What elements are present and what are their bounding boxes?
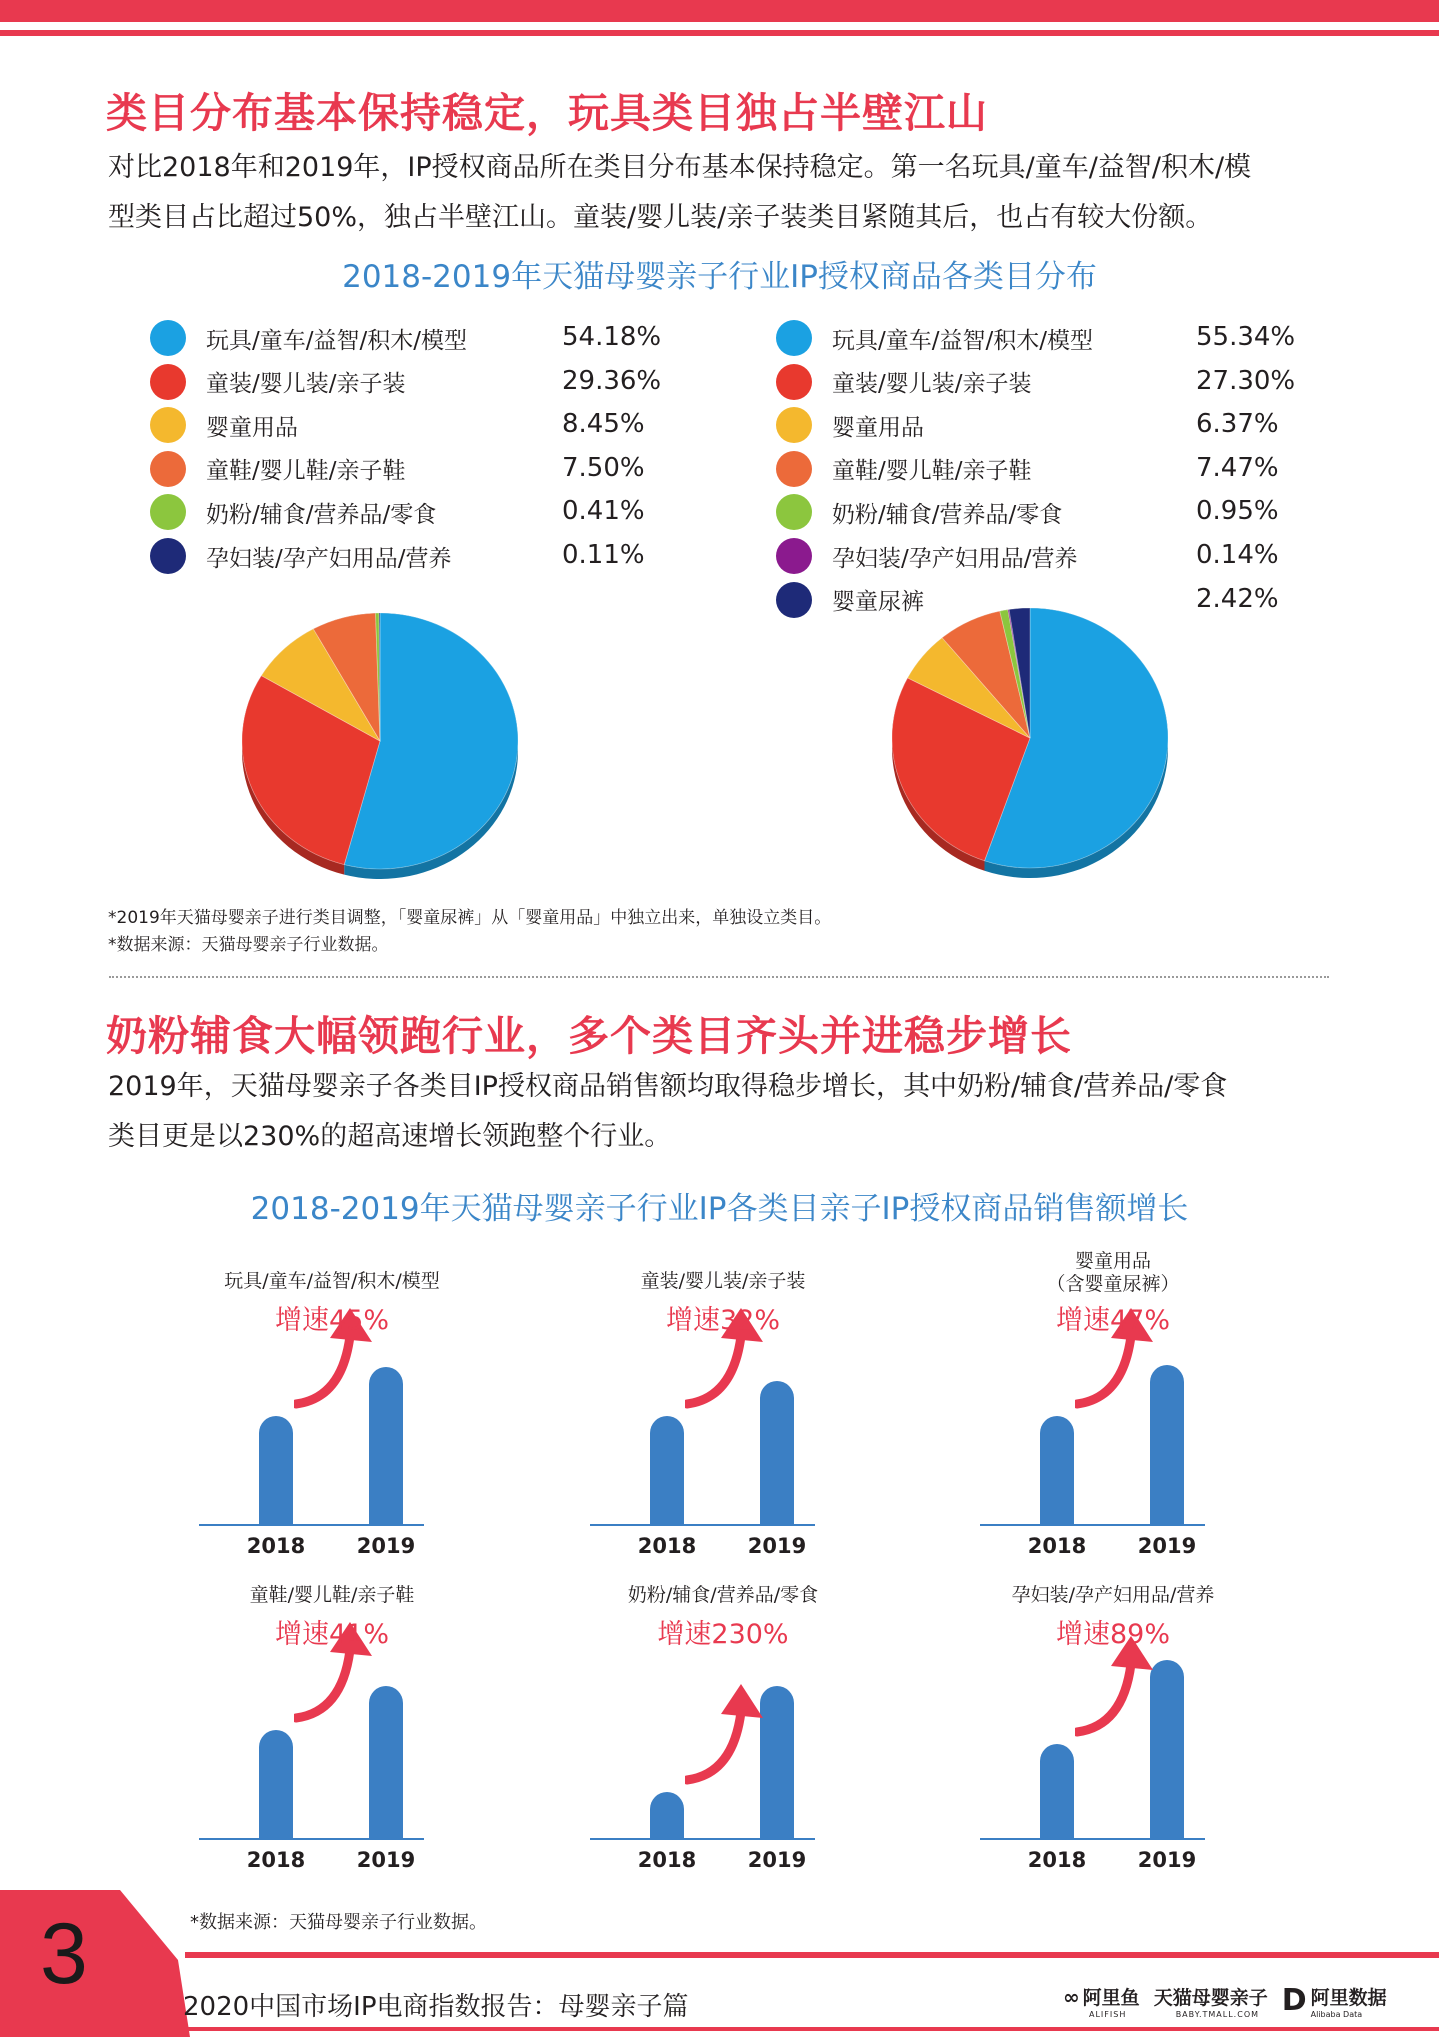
legend-swatch <box>150 407 186 443</box>
panel-growth-rate: 增速45% <box>274 1305 389 1336</box>
legend-percentage: 6.37% <box>1196 409 1279 440</box>
footer-logos <box>1063 1983 1387 2019</box>
tmall-baby-logo <box>1154 1983 1268 2019</box>
bar-baseline <box>199 1838 424 1840</box>
legend-label: 孕妇装/孕产妇用品/营养 <box>832 545 1078 572</box>
bar-chart-title: 2018-2019年天猫母婴亲子行业IP各类目亲子IP授权商品销售额增长 <box>250 1191 1189 1227</box>
legend-label: 玩具/童车/益智/积木/模型 <box>206 327 467 354</box>
legend-percentage: 8.45% <box>562 409 645 440</box>
legend-percentage: 2.42% <box>1196 583 1279 614</box>
panel-growth-rate: 增速230% <box>657 1619 789 1650</box>
legend-item <box>150 490 436 534</box>
year-label-2018: 2018 <box>1027 1534 1087 1558</box>
year-label-2018: 2018 <box>246 1848 306 1872</box>
footer-line-top <box>185 1952 1439 1958</box>
legend-swatch <box>150 364 186 400</box>
panel-category-sublabel: （含婴童尿裤） <box>1046 1273 1180 1295</box>
legend-swatch <box>150 538 186 574</box>
legend-swatch <box>776 320 812 356</box>
legend-percentage: 7.50% <box>562 452 645 483</box>
bar-2018 <box>650 1416 684 1524</box>
year-label-2018: 2018 <box>637 1848 697 1872</box>
legend-percentage: 0.95% <box>1196 496 1279 527</box>
panel-category-label: 婴童用品 <box>1074 1250 1151 1272</box>
year-label-2018: 2018 <box>637 1534 697 1558</box>
legend-percentage: 27.30% <box>1196 365 1296 396</box>
bar-2018 <box>650 1792 684 1838</box>
legend-percentage: 0.14% <box>1196 540 1279 570</box>
year-label-2019: 2019 <box>747 1848 807 1872</box>
bar-2018 <box>1040 1416 1074 1524</box>
year-label-2019: 2019 <box>1137 1848 1197 1872</box>
panel-growth-rate: 增速32% <box>665 1305 780 1336</box>
legend-label: 玩具/童车/益智/积木/模型 <box>832 327 1093 354</box>
year-label-2018: 2018 <box>1027 1848 1087 1872</box>
top-accent-line <box>0 30 1439 36</box>
legend-swatch <box>150 451 186 487</box>
section-divider <box>109 976 1329 978</box>
legend-item <box>150 403 298 447</box>
alibaba-data-logo <box>1282 1983 1387 2019</box>
legend-label: 童鞋/婴儿鞋/亲子鞋 <box>832 458 1032 485</box>
legend-swatch <box>150 494 186 530</box>
legend-swatch <box>776 451 812 487</box>
year-label-2019: 2019 <box>747 1534 807 1558</box>
year-label-2019: 2019 <box>356 1848 416 1872</box>
legend-percentage: 7.47% <box>1196 452 1279 483</box>
legend-item <box>150 316 467 360</box>
section2-title: 奶粉辅食大幅领跑行业，多个类目齐头并进稳步增长 <box>106 1012 1072 1060</box>
legend-label: 婴童用品 <box>206 414 298 441</box>
bar-2018 <box>259 1416 293 1524</box>
section1-para-line2: 型类目占比超过50%，独占半壁江山。童装/婴儿装/亲子装类目紧随其后，也占有较大份额。 <box>108 202 1213 233</box>
legend-percentage: 0.11% <box>562 540 645 570</box>
bar-baseline <box>980 1838 1205 1840</box>
panel-growth-rate: 增速41% <box>274 1619 389 1650</box>
year-label-2018: 2018 <box>246 1534 306 1558</box>
legend-item <box>776 403 924 447</box>
panel-category-label: 玩具/童车/益智/积木/模型 <box>224 1270 440 1292</box>
legend-item <box>150 534 452 578</box>
legend-item <box>776 316 1093 360</box>
alibaba-data-logo-sub: Alibaba Data <box>1310 2010 1363 2019</box>
legend-label: 童鞋/婴儿鞋/亲子鞋 <box>206 458 406 485</box>
footer-line-bottom <box>185 2027 1439 2031</box>
legend-label: 奶粉/辅食/营养品/零食 <box>832 501 1063 528</box>
pie-chart-2018 <box>230 600 530 900</box>
page-number: 3 <box>40 1906 88 2002</box>
legend-item <box>776 534 1078 578</box>
legend-item <box>776 490 1062 534</box>
legend-label: 童装/婴儿装/亲子装 <box>206 371 406 398</box>
category-note: *2019年天猫母婴亲子进行类目调整，「婴童尿裤」从「婴童用品」中独立出来，单独设立类目。 <box>108 908 832 928</box>
tmall-baby-logo-sub: BABY.TMALL.COM <box>1175 2010 1260 2019</box>
section2-para-line2: 类目更是以230%的超高速增长领跑整个行业。 <box>108 1121 672 1152</box>
legend-item <box>150 447 406 491</box>
legend-label: 童装/婴儿装/亲子装 <box>832 371 1032 398</box>
alibaba-data-mark-icon: D <box>1281 1983 1307 2018</box>
year-label-2019: 2019 <box>1137 1534 1197 1558</box>
footer-page-tab <box>0 1890 190 2037</box>
report-title: 2020中国市场IP电商指数报告：母婴亲子篇 <box>183 1992 689 2022</box>
bar-2018 <box>259 1730 293 1838</box>
legend-label: 奶粉/辅食/营养品/零食 <box>206 501 437 528</box>
panel-category-label: 奶粉/辅食/营养品/零食 <box>627 1584 819 1606</box>
bar-2018 <box>1040 1744 1074 1838</box>
legend-label: 孕妇装/孕产妇用品/营养 <box>206 545 452 572</box>
section1-title: 类目分布基本保持稳定，玩具类目独占半壁江山 <box>106 89 988 137</box>
tmall-baby-logo-text: 天猫母婴亲子 <box>1153 1987 1268 2009</box>
panel-category-label: 童鞋/婴儿鞋/亲子鞋 <box>249 1584 415 1606</box>
bar-baseline <box>590 1838 815 1840</box>
section2-para-line1: 2019年，天猫母婴亲子各类目IP授权商品销售额均取得稳步增长，其中奶粉/辅食/营养品/零食 <box>108 1071 1228 1102</box>
alifish-logo <box>1063 1983 1140 2019</box>
panel-category-label: 童装/婴儿装/亲子装 <box>640 1270 806 1292</box>
bar-baseline <box>199 1524 424 1526</box>
year-label-2019: 2019 <box>356 1534 416 1558</box>
legend-2018 <box>150 316 670 606</box>
legend-swatch <box>776 538 812 574</box>
legend-label: 婴童用品 <box>832 414 924 441</box>
legend-swatch <box>776 364 812 400</box>
panel-growth-rate: 增速89% <box>1055 1619 1170 1650</box>
legend-swatch <box>150 320 186 356</box>
legend-item <box>150 360 406 404</box>
bar-baseline <box>980 1524 1205 1526</box>
alibaba-data-logo-text: 阿里数据 <box>1310 1987 1387 2009</box>
growth-arrow-icon <box>685 1682 775 1792</box>
panel-growth-rate: 增速47% <box>1055 1305 1170 1336</box>
legend-item <box>776 360 1032 404</box>
pie-chart-title: 2018-2019年天猫母婴亲子行业IP授权商品各类目分布 <box>342 259 1097 295</box>
legend-item <box>776 447 1032 491</box>
top-accent-bar <box>0 0 1439 22</box>
data-source-note: *数据来源：天猫母婴亲子行业数据。 <box>108 935 389 955</box>
legend-percentage: 0.41% <box>562 496 645 527</box>
alifish-logo-sub: ALIFISH <box>1089 2010 1127 2019</box>
footer-source-note: *数据来源：天猫母婴亲子行业数据。 <box>190 1912 487 1933</box>
bar-baseline <box>590 1524 815 1526</box>
infinity-icon: ∞ <box>1063 1984 1080 2009</box>
legend-swatch <box>776 494 812 530</box>
legend-swatch <box>776 582 812 618</box>
pie-chart-2019 <box>880 590 1180 900</box>
panel-category-label: 孕妇装/孕产妇用品/营养 <box>1011 1584 1215 1606</box>
legend-percentage: 54.18% <box>562 322 662 352</box>
section1-para-line1: 对比2018年和2019年，IP授权商品所在类目分布基本保持稳定。第一名玩具/童车/益智/积木/模 <box>108 152 1252 183</box>
legend-percentage: 29.36% <box>562 365 662 396</box>
alifish-logo-text: 阿里鱼 <box>1082 1987 1140 2009</box>
legend-label: 婴童尿裤 <box>832 589 924 616</box>
legend-swatch <box>776 407 812 443</box>
legend-percentage: 55.34% <box>1196 322 1296 352</box>
